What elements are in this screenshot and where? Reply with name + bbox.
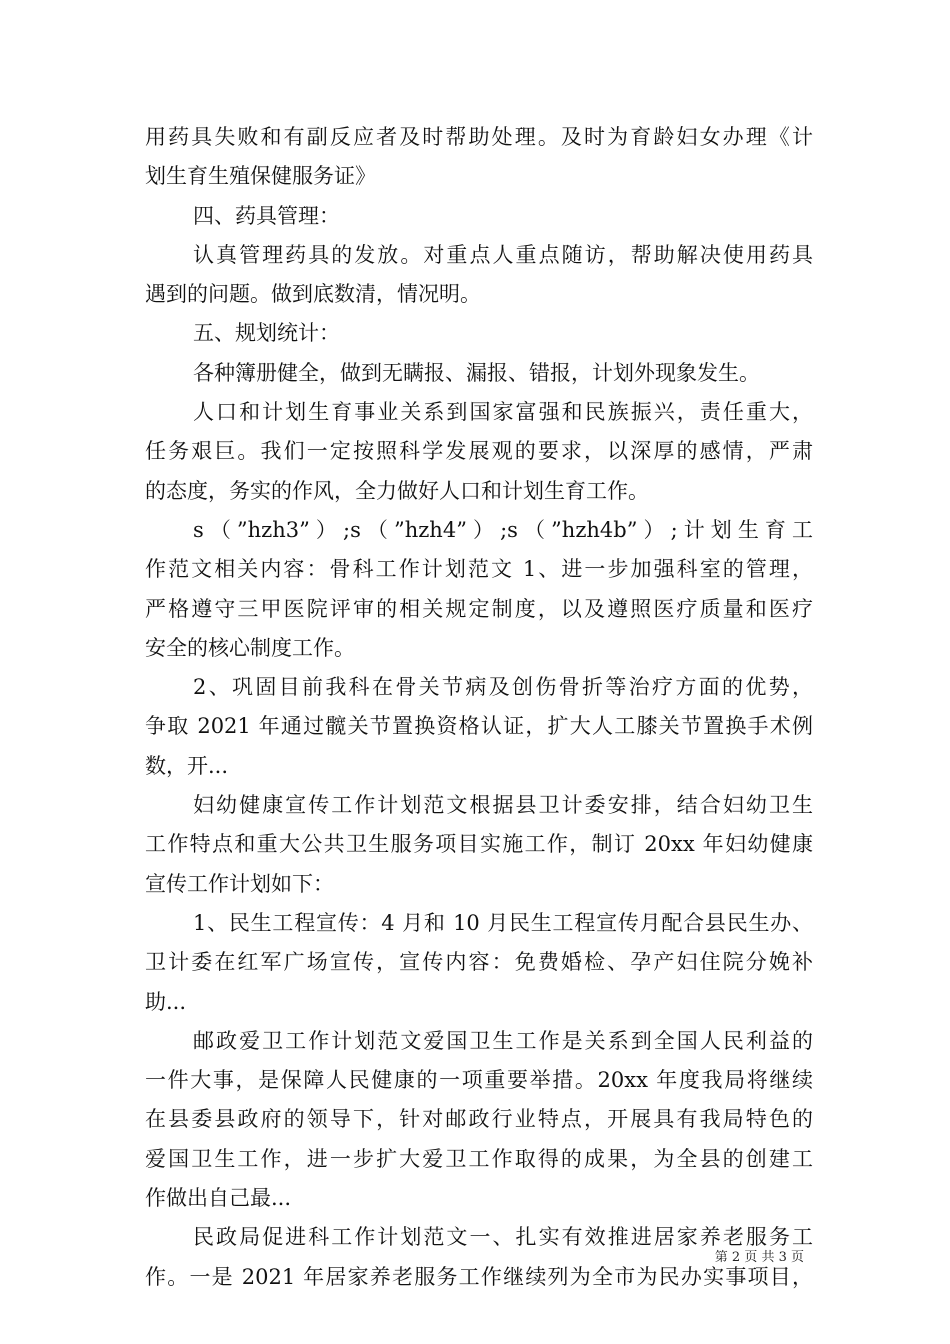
text-line: 在县委县政府的领导下，针对邮政行业特点，开展具有我局特色的 bbox=[145, 1107, 813, 1132]
text-line: 2、巩固目前我科在骨关节病及创伤骨折等治疗方面的优势， bbox=[193, 675, 813, 700]
text-line: 安全的核心制度工作。 bbox=[145, 635, 355, 660]
text-line: 助... bbox=[145, 989, 187, 1014]
text-line: 划生育生殖保健服务证》 bbox=[145, 164, 376, 189]
text-line: 1、民生工程宣传：4 月和 10 月民生工程宣传月配合县民生办、 bbox=[193, 910, 813, 935]
text-line: 爱国卫生工作，进一步扩大爱卫工作取得的成果，为全县的创建工 bbox=[145, 1146, 813, 1171]
text-line: 作范文相关内容：骨科工作计划范文 1、进一步加强科室的管理， bbox=[145, 557, 813, 582]
text-line: 卫计委在红军广场宣传，宣传内容：免费婚检、孕产妇住院分娩补 bbox=[145, 950, 813, 975]
text-line: 遇到的问题。做到底数清，情况明。 bbox=[145, 282, 481, 307]
text-line: 作做出自己最... bbox=[145, 1186, 292, 1211]
text-line: 任务艰巨。我们一定按照科学发展观的要求，以深厚的感情，严肃 bbox=[145, 439, 813, 464]
section-heading: 四、药具管理： bbox=[193, 203, 340, 228]
section-heading: 五、规划统计： bbox=[193, 321, 340, 346]
text-line: 民政局促进科工作计划范文一、扎实有效推进居家养老服务工 bbox=[193, 1225, 813, 1250]
text-line: 宣传工作计划如下： bbox=[145, 871, 334, 896]
text-line: 一件大事，是保障人民健康的一项重要举措。20xx 年度我局将继续 bbox=[145, 1068, 813, 1093]
text-line: 认真管理药具的发放。对重点人重点随访，帮助解决使用药具 bbox=[193, 242, 813, 267]
text-line: 用药具失败和有副反应者及时帮助处理。及时为育龄妇女办理《计 bbox=[145, 125, 813, 149]
document-body bbox=[145, 118, 813, 1297]
text-line: 各种簿册健全，做到无瞒报、漏报、错报，计划外现象发生。 bbox=[193, 360, 760, 385]
text-line: 工作特点和重大公共卫生服务项目实施工作，制订 20xx 年妇幼健康 bbox=[145, 832, 813, 857]
text-line: 数，开... bbox=[145, 753, 229, 778]
page-number-footer: 第 2 页 共 3 页 bbox=[714, 1250, 804, 1265]
text-line: 的态度，务实的作风，全力做好人口和计划生育工作。 bbox=[145, 478, 649, 503]
text-line: 争取 2021 年通过髋关节置换资格认证，扩大人工膝关节置换手术例 bbox=[145, 714, 813, 739]
text-line: s（”hzh3”）;s（”hzh4”）;s（”hzh4b”）;计划生育工 bbox=[193, 517, 813, 542]
text-line: 妇幼健康宣传工作计划范文根据县卫计委安排，结合妇幼卫生 bbox=[193, 793, 813, 818]
text-line: 严格遵守三甲医院评审的相关规定制度，以及遵照医疗质量和医疗 bbox=[145, 596, 813, 621]
text-line: 邮政爱卫工作计划范文爱国卫生工作是关系到全国人民利益的 bbox=[193, 1028, 813, 1053]
text-line: 作。一是 2021 年居家养老服务工作继续列为全市为民办实事项目， bbox=[145, 1264, 813, 1289]
text-line: 人口和计划生育事业关系到国家富强和民族振兴，责任重大， bbox=[193, 400, 813, 425]
